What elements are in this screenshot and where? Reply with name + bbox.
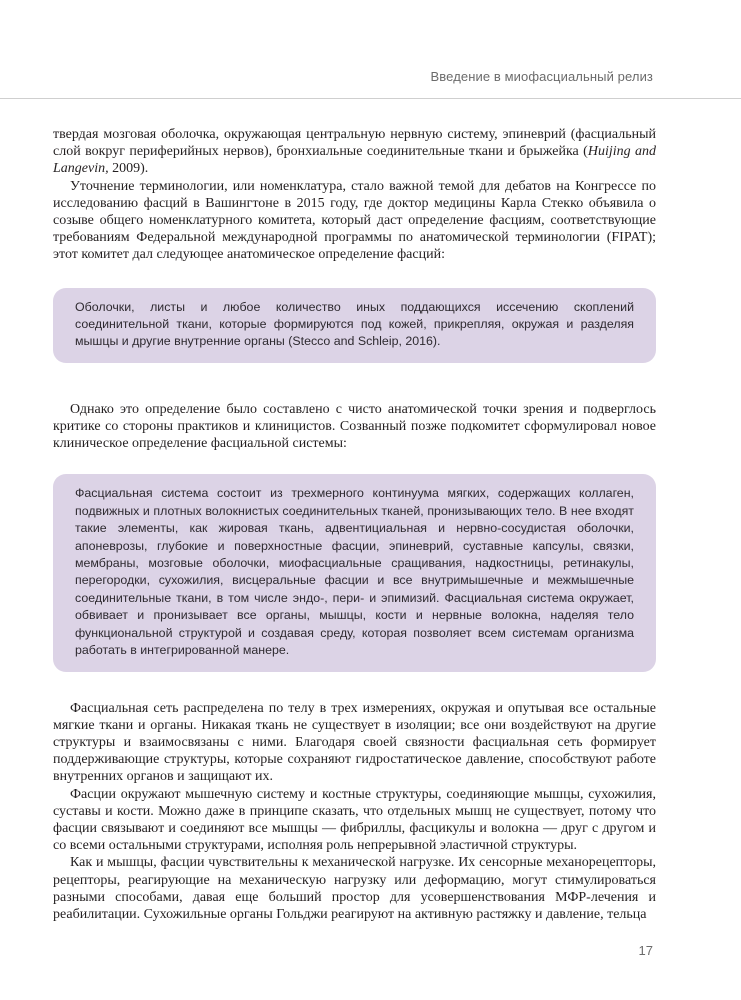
callout-text: Фасциальная система состоит из трехмерного континуума мягких, содержащих коллаген, подвижных и плотных волокнистых соединительных тканей, пронизывающих тело. В нее входят такие элементы, как жировая ткань, адвентициальная и нервно-сосудистая оболочки, апоневрозы, глубокие и поверхностные фасции, эпиневрий, суставные капсулы, связки, мембраны, мозговые оболочки, миофасциальные сращивания, надкостницы, ретинакулы, перегородки, сухожилия, висцеральные фасции и все внутримышечные и межмышечные соединительные ткани, в том числе эндо-, пери- и эпимизий. Фасциальная система окружает, обвивает и пронизывает все органы, мышцы, кости и нервные волокна, наделяя тело функциональной структурой и создавая среду, которая позволяет всем системам организма работать в интегрированной манере. <box>75 486 634 658</box>
citation-year: 2009). <box>108 161 149 177</box>
paragraph-fascia-muscles: Фасции окружают мышечную систему и костные структуры, соединяющие мышцы, сухожилия, суставы и кости. Можно даже в принципе сказать, что отдельных мышц не существует, потому что фасции связывают и соединяют все мышцы — фибриллы, фасцикулы и волокна — друг с другом и со всеми остальными структурами, исполняя роль непрерывной эластичной структуры. <box>53 786 656 854</box>
paragraph-continued <box>53 126 656 178</box>
paragraph-critique: Однако это определение было составлено с чисто анатомической точки зрения и подверглось критике со стороны практиков и клиницистов. Созванный позже подкомитет сформулировал новое клиническое определение фасциальной системы: <box>53 401 656 452</box>
paragraph-mechanoreceptors: Как и мышцы, фасции чувствительны к механической нагрузке. Их сенсорные механорецепторы, рецепторы, реагирующие на механическую нагрузку или деформацию, могут стимулироваться разными способами, давая еще больший простор для усовершенствования МФР-лечения и реабилитации. Сухожильные органы Гольджи реагируют на активную растяжку и давление, тельца <box>53 855 656 922</box>
citation-authors: Huijing and Langevin, <box>53 144 657 177</box>
paragraph-text: твердая мозговая оболочка, окружающая центральную нервную систему, эпиневрий (фасциальный слой вокруг периферийных нервов), бронхиальные соединительные ткани и брыжейка ( <box>53 127 656 160</box>
definition-callout-clinical <box>53 474 656 671</box>
definition-callout-anatomical <box>53 288 656 363</box>
running-head: Введение в миофасциальный релиз <box>430 69 653 84</box>
paragraph-terminology: Уточнение терминологии, или номенклатура, стало важной темой для дебатов на Конгрессе по исследованию фасций в Вашингтоне в 2015 году, где доктор медицины Карла Стекко объявила о созыве общего номенклатурного комитета, который даст определение фасциям, соответствующие требованиям Федеральной международной программы по анатомической терминологии (FIPAT); этот комитет дал следующее анатомическое определение фасций: <box>53 178 656 263</box>
callout-text: Оболочки, листы и любое количество иных поддающихся иссечению скоплений соединительной ткани, которые формируются под кожей, прикрепляя, окружая и разделяя мышцы и другие внутренние органы (Stecco and Schleip, 2016). <box>75 299 634 349</box>
page-body <box>53 126 656 923</box>
paragraph-fascial-network: Фасциальная сеть распределена по телу в трех измерениях, окружая и опутывая все остальные мягкие ткани и органы. Никакая ткань не существует в изоляции; все они воздействуют на другие структуры и взаимосвязаны с ними. Благодаря своей связности фасциальная сеть формирует поддерживающие структуры, которые сохраняют гидростатическое давление, способствуют работе внутренних органов и защищают их. <box>53 700 656 785</box>
page-number: 17 <box>638 943 653 958</box>
header-divider <box>0 98 741 99</box>
